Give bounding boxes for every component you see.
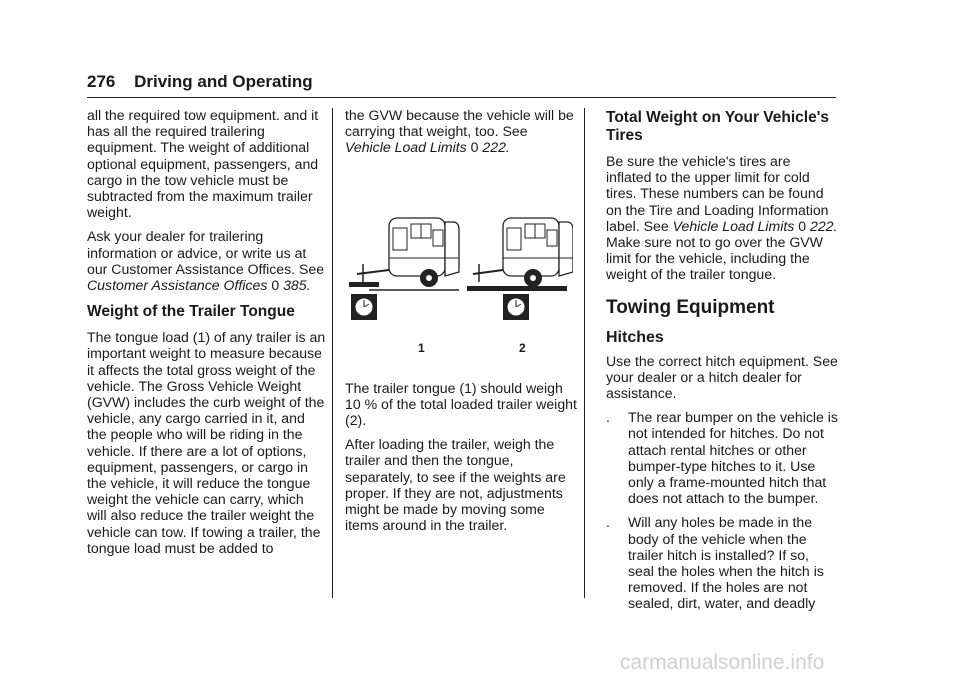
figure-label-trailer: 2 [519,340,526,355]
paragraph: The tongue load (1) of any trailer is an important weight to measure because it affects the total gross weight of the vehicle. The Gross Vehicle Weight (GVW) includes the curb weight of the vehicle, any cargo carried in it, and the people who will be riding in the vehicle. If there are a lot of options, equipment, passengers, or cargo in the vehicle, it will reduce the tongue weight the vehicle can carry, which will also reduce the trailer weight the vehicle can tow. If towing a trailer, the tongue load must be added to [87,329,326,556]
figure-label-tongue: 1 [418,340,425,355]
column-divider-2 [584,108,585,598]
chapter-heading: Towing Equipment [606,296,775,318]
cross-reference-link[interactable]: Vehicle Load Limits [672,217,795,234]
cross-reference-link[interactable]: Customer Assistance Offices [87,277,268,294]
paragraph: Ask your dealer for trailering information or advice, or write us at our Customer Assistance Offices. See Customer Assistance Offices 0 385. [87,228,325,294]
page-reference-arrow-icon: 0 [470,139,479,156]
section-heading: Weight of the Trailer Tongue [87,303,295,321]
list-item: . The rear bumper on the vehicle is not intended for hitches. Do not attach rental hitches or other bumper-type hitches to it. Use only a frame-mounted hitch that does not attach to the bumper. [606,409,838,507]
bullet-marker: . [606,409,610,426]
paragraph: the GVW because the vehicle will be carrying that weight, too. See Vehicle Load Limits 0 222. [345,107,574,156]
page-header [87,72,313,92]
subsection-heading: Hitches [606,328,664,346]
trailer-tongue-weight-illustration [345,208,573,370]
header-divider [87,97,836,98]
page-reference-arrow-icon: 0 [271,277,280,294]
trailers-on-scales-icon [345,208,573,338]
watermark-logo [620,650,950,674]
column-right [606,109,838,620]
section-heading: Total Weight on Your Vehicle's Tires [606,109,830,144]
paragraph: The trailer tongue (1) should weigh 10 % of the total loaded trailer weight (2). [345,379,577,429]
column-left [87,107,327,564]
svg-text:carmanualsonline.info: carmanualsonline.info [620,651,825,674]
column-middle [345,107,577,541]
paragraph: Use the correct hitch equipment. See your dealer or a hitch dealer for assistance. [606,352,838,402]
column-divider-1 [332,108,333,598]
page-reference-arrow-icon: 0 [798,217,807,234]
cross-reference-link[interactable]: Vehicle Load Limits [345,139,467,156]
list-item: . Will any holes be made in the body of the vehicle when the trailer hitch is installed? If so, seal the holes when the hitch is removed. If the holes are not sealed, dirt, water, and deadly [606,514,824,612]
page-reference[interactable]: 222. [810,217,838,234]
bullet-marker: . [606,514,610,531]
paragraph: all the required tow equipment. and it has all the required trailering equipment. The weight of additional optional equipment, passengers, and cargo in the tow vehicle must be subtracted from the maximum trailer weight. [87,107,319,221]
section-title: Driving and Operating [134,72,313,91]
bullet-list [606,409,838,611]
paragraph: After loading the trailer, weigh the trailer and then the tongue, separately, to see if the weights are proper. If they are not, adjustments might be made by moving some items around in the trailer. [345,436,566,534]
page-reference[interactable]: 222. [482,139,510,156]
page-number: 276 [87,72,116,91]
page-reference[interactable]: 385. [283,277,311,294]
paragraph: Be sure the vehicle's tires are inflated to the upper limit for cold tires. These numbers can be found on the Tire and Loading Information label. See Vehicle Load Limits 0 222. Make sure not to go over the GVW limit for the vehicle, including the weight of the trailer tongue. [606,153,838,283]
